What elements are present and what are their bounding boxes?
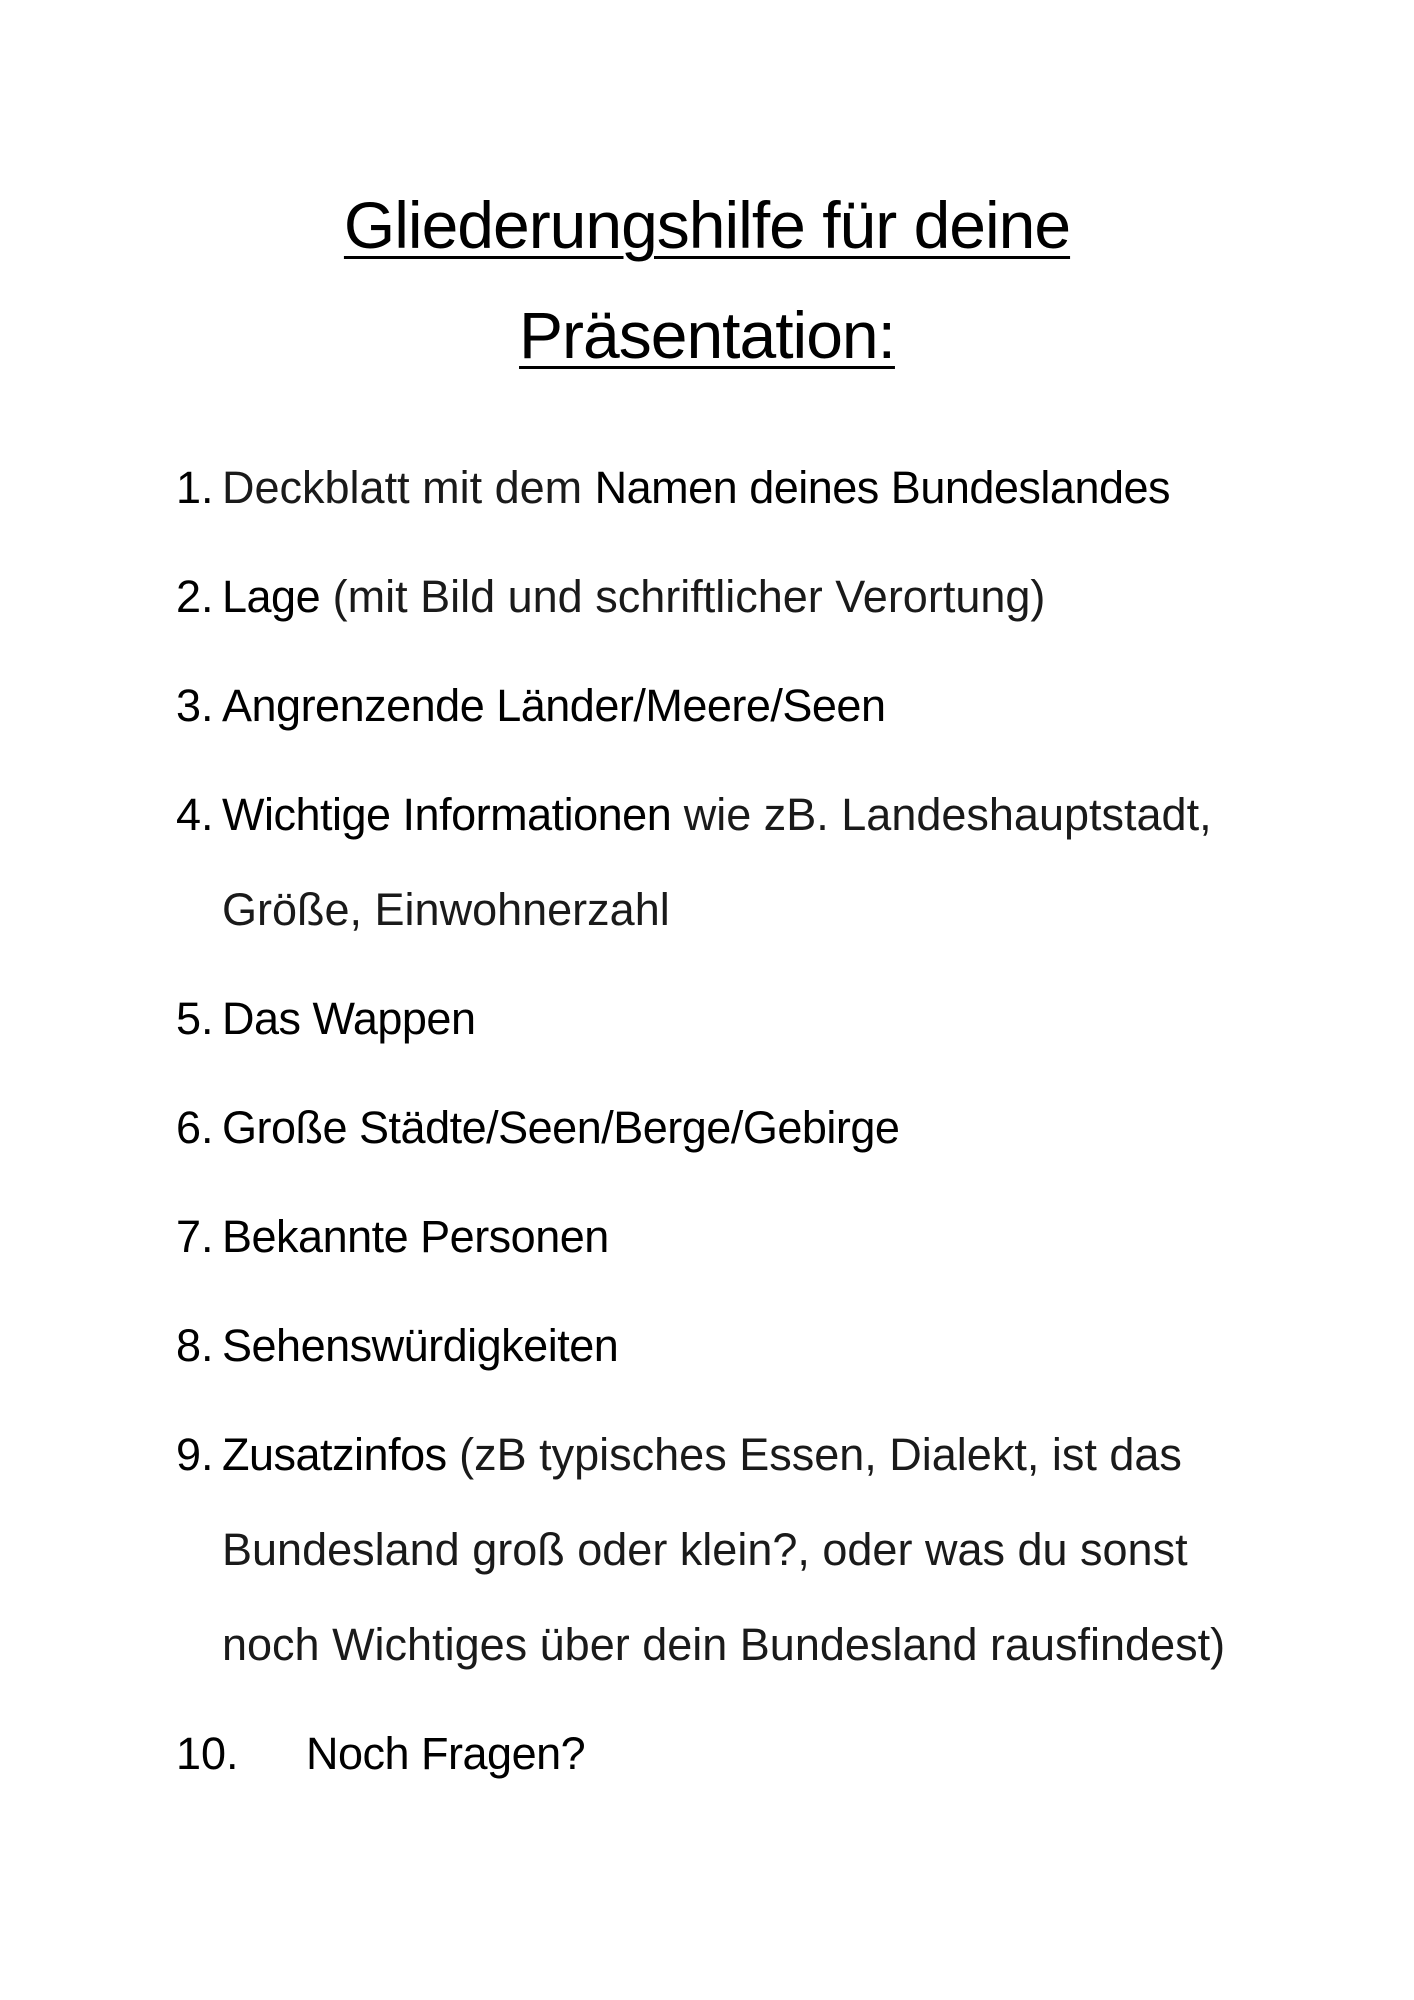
list-item	[176, 440, 1336, 535]
item-bold-text: Wichtige Informationen	[222, 789, 672, 840]
list-item	[176, 658, 1336, 753]
item-bold-text: Bekannte Personen	[222, 1211, 609, 1262]
item-number: 1.	[176, 462, 214, 513]
item-bold-text: Lage	[222, 571, 321, 622]
item-number: 8.	[176, 1320, 214, 1371]
item-text: (mit Bild und schriftlicher Verortung)	[320, 571, 1046, 622]
list-item	[176, 1189, 1336, 1284]
item-number: 2.	[176, 571, 214, 622]
item-number: 7.	[176, 1211, 214, 1262]
item-bold-text: Sehenswürdigkeiten	[222, 1320, 619, 1371]
item-bold-text: Angrenzende Länder/Meere/Seen	[222, 680, 886, 731]
item-text: Deckblatt mit dem	[222, 462, 595, 513]
item-number: 3.	[176, 680, 214, 731]
item-bold-text: Große Städte/Seen/Berge/Gebirge	[222, 1102, 900, 1153]
page-title	[0, 170, 1414, 390]
item-number: 10.	[176, 1728, 239, 1779]
item-bold-text: Zusatzinfos	[222, 1429, 447, 1480]
item-bold-text: Namen deines Bundeslandes	[594, 462, 1171, 513]
list-item	[176, 971, 1336, 1066]
list-item	[176, 1080, 1336, 1175]
list-item	[176, 1706, 1336, 1801]
item-text: wie zB. Landeshauptstadt,	[671, 789, 1212, 840]
item-continuation: Größe, Einwohnerzahl	[222, 884, 670, 935]
item-continuation-2: noch Wichtiges über dein Bundesland rausfindest)	[222, 1619, 1226, 1670]
item-bold-text: Noch Fragen?	[306, 1728, 586, 1779]
title-line-1: Gliederungshilfe für deine	[343, 188, 1071, 262]
item-continuation: Bundesland groß oder klein?, oder was du sonst	[222, 1524, 1188, 1575]
title-line-2: Präsentation:	[519, 298, 895, 372]
list-item	[176, 1298, 1336, 1393]
item-text: (zB typisches Essen, Dialekt, ist das	[446, 1429, 1182, 1480]
item-number: 4.	[176, 789, 214, 840]
item-bold-text: Das Wappen	[222, 993, 476, 1044]
list-item	[176, 767, 1336, 957]
list-item	[176, 1407, 1336, 1692]
list-item	[176, 549, 1336, 644]
item-number: 6.	[176, 1102, 214, 1153]
item-number: 5.	[176, 993, 214, 1044]
outline-list	[176, 440, 1336, 1815]
item-number: 9.	[176, 1429, 214, 1480]
